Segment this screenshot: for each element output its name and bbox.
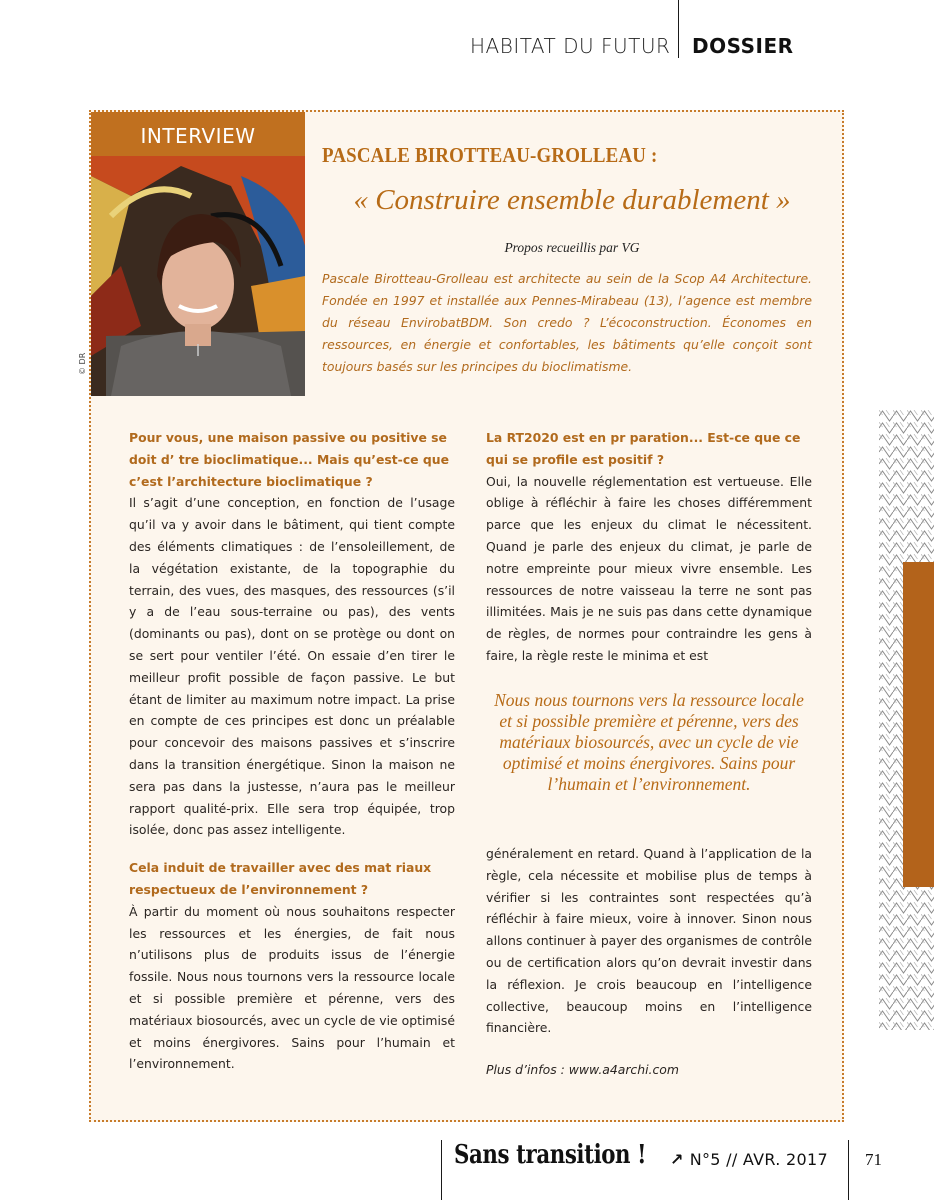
byline: Propos recueillis par VG (504, 240, 640, 255)
photo-credit: © DR (78, 352, 87, 375)
question-1: Pour vous, une maison passive ou positive se doit d’ tre bioclimatique... Mais qu’est-ce que c’est l’architecture bioclimatique ? (129, 430, 449, 489)
question-2: Cela induit de travailler avec des mat riaux respectueux de l’environnement ? (129, 860, 432, 897)
section-label: DOSSIER (692, 34, 794, 58)
intro-paragraph: Pascale Birotteau-Grolleau est architecte au sein de la Scop A4 Architecture. Fondée en 1997 et installée aux Pennes-Mirabeau (13), l’agence est membre du réseau EnvirobatBDM. Son credo ? L’écoconstruction. Économes en ressources, en énergie et confortables, les bâtiments qu’elle conçoit sont toujours basés sur les principes du bioclimatisme. (322, 271, 812, 374)
magazine-brand: Sans transition ! (454, 1140, 647, 1170)
interviewee-name: PASCALE BIROTTEAU-GROLLEAU : (322, 143, 658, 167)
more-info-link[interactable]: Plus d’infos : www.a4archi.com (486, 1062, 679, 1077)
footer-divider-left (441, 1140, 442, 1200)
article-title: « Construire ensemble durablement » (353, 184, 791, 216)
interview-tag: INTERVIEW (91, 112, 305, 156)
header-divider (678, 0, 679, 58)
arrow-up-right-icon: ↗ (670, 1150, 684, 1169)
answer-1: Il s’agit d’une conception, en fonction de l’usage qu’il va y avoir dans le bâtiment, qui tient compte des éléments climatiques : de l’ensoleillement, de la végétation existante, de la topographie du terrain, des vues, des masques, des ressources (s’il y a de l’eau sous-terraine ou pas), des vents (dominants ou pas), dont on se protège ou dont on se sert pour ventiler l’été. On essaie d’en tirer le meilleur profit possible de façon passive. Le but étant de limiter au maximum notre impact. La prise en compte de ces principes est donc un préalable pour concevoir des maisons passives et s’inscrire dans la transition énergétique. Sinon la maison ne sera pas dans la justesse, n’aura pas le meilleur rapport qualité-prix. Elle sera trop équipée, trop isolée, donc pas assez intelligente. (129, 495, 455, 838)
footer-divider-right (848, 1140, 849, 1200)
pull-quote: Nous nous tournons vers la ressource locale et si possible première et pérenne, vers des matériaux biosourcés, avec un cycle de vie optimisé et moins énergivores. Sains pour l’humain et l’environnement. (494, 690, 804, 794)
answer-3: Oui, la nouvelle réglementation est vertueuse. Elle oblige à réfléchir à faire les choses différemment parce que les enjeux du climat le nécessitent. Quand je parle des enjeux du climat, je parle de notre empreinte pour mieux vivre ensemble. Les ressources de notre vaisseau la terre ne sont pas illimitées. Mais je ne suis pas dans cette dynamique de règles, de normes pour contraindre les gens à faire, la règle reste le minima et est (486, 473, 812, 663)
answer-2: À partir du moment où nous souhaitons respecter les ressources et les énergies, de fait nous n’utilisons plus de produits issus de l’énergie fossile. Nous nous tournons vers la ressource locale et si possible première et pérenne, vers des matériaux biosourcés, avec un cycle de vie optimisé et moins énergivores. Sains pour l’humain et l’environnement. (129, 903, 455, 1072)
issue-info (670, 1150, 828, 1169)
portrait-photo (91, 156, 305, 396)
page-number: 71 (865, 1150, 882, 1169)
question-3: La RT2020 est en pr paration... Est-ce que ce qui se profile est positif ? (486, 430, 801, 467)
answer-3-continued: généralement en retard. Quand à l’application de la règle, cela nécessite et mobilise plus de temps à vérifier si les contraintes sont respectées qu’à réfléchir à faire mieux, voire à innover. Sinon nous allons continuer à payer des organismes de contrôle ou de certification alors qu’on devrait investir dans la réflexion. Je crois beaucoup en l’intelligence collective, beaucoup moins en l’intelligence financière. (486, 846, 812, 1036)
decorative-bar (903, 562, 934, 887)
section-title: HABITAT DU FUTUR (470, 34, 671, 58)
issue-label: N°5 // AVR. 2017 (689, 1150, 828, 1169)
column-right (486, 427, 812, 667)
column-left (129, 427, 455, 1075)
